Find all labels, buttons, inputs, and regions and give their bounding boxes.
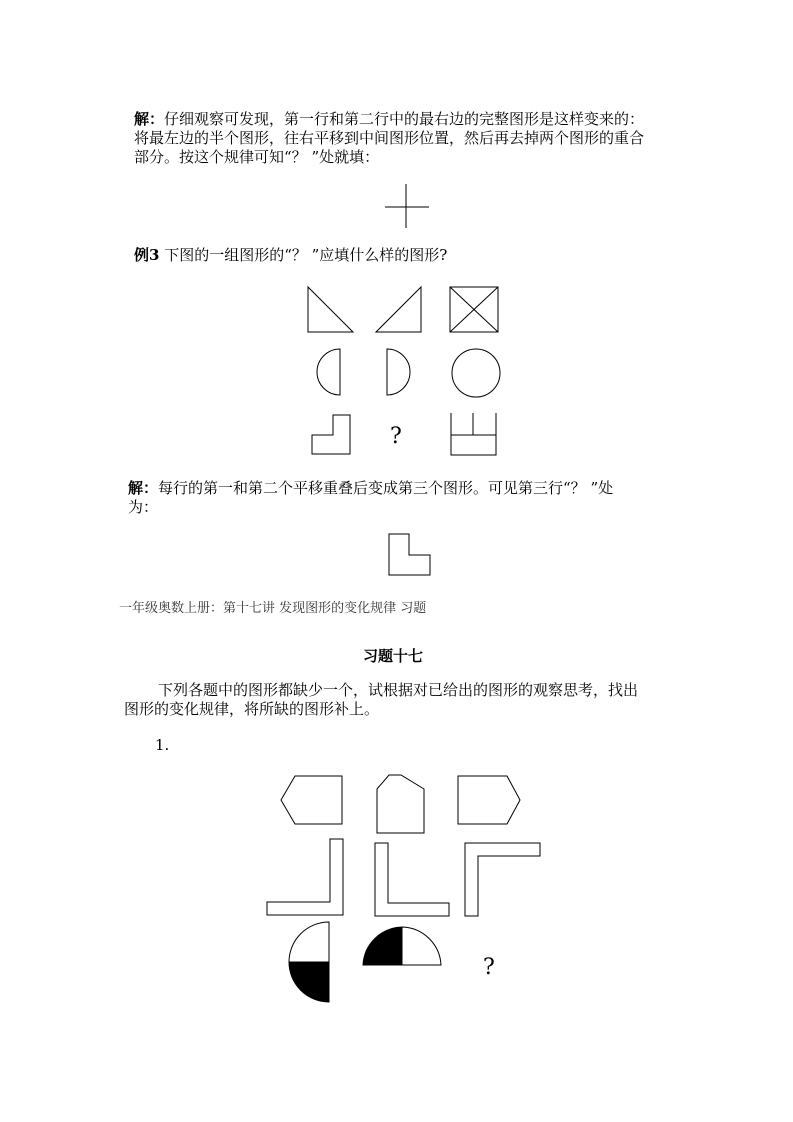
solution-1-line-2: 将最左边的半个图形，往右平移到中间图形位置，然后再去掉两个图形的重合 (134, 129, 645, 147)
lesson-caption: 一年级奥数上册：第十七讲 发现图形的变化规律 习题 (119, 601, 427, 616)
pentagon-point-up (377, 775, 424, 833)
quarter-circles-vertical (289, 922, 329, 1002)
solution-2 (128, 479, 688, 517)
square-with-x (450, 287, 498, 332)
example-3-label: 例3 (134, 246, 160, 264)
solution-1-label: 解： (134, 110, 165, 128)
triangle-left (308, 287, 353, 332)
answer-l-shape (388, 533, 433, 578)
half-circle-left (317, 349, 340, 395)
box-with-divider-shape (451, 413, 496, 455)
item-1-number: 1. (155, 736, 170, 754)
exercise-question-mark: ? (483, 955, 495, 980)
solution-2-label: 解： (128, 479, 159, 497)
exercise-intro (124, 681, 684, 719)
exercise-figure-grid (265, 772, 550, 1007)
solution-1-line-3: 部分。按这个规律可知“？ ”处就填： (134, 148, 380, 166)
l-bar-left (267, 839, 343, 915)
solution-1-line-1: 解：仔细观察可发现，第一行和第二行中的最右边的完整图形是这样变来的： (134, 110, 645, 128)
solution-2-line-1: 解：每行的第一和第二个平移重叠后变成第三个图形。可见第三行“？ ”处 (128, 479, 614, 497)
l-bar-right (375, 843, 449, 916)
exercise-intro-line-2: 图形的变化规律，将所缺的图形补上。 (124, 700, 380, 718)
solution-2-line-2: 为： (128, 498, 159, 516)
quarter-circles-horizontal (363, 927, 441, 965)
example-3-figure-grid (300, 282, 510, 462)
exercise-title: 习题十七 (363, 647, 424, 665)
example-3-text: 下图的一组图形的“？ ”应填什么样的图形? (159, 246, 448, 264)
exercise-intro-line-1: 下列各题中的图形都缺少一个，试根据对已给出的图形的观察思考，找出 (158, 681, 639, 699)
pentagon-point-left (281, 776, 342, 824)
example-3-question-mark: ? (390, 424, 402, 449)
half-circle-right (387, 349, 410, 395)
solution-1 (134, 110, 694, 167)
l-step-shape (312, 415, 350, 454)
example-3 (134, 246, 447, 265)
triangle-right (376, 287, 421, 332)
l-bar-top (465, 843, 540, 916)
cross-figure (384, 183, 430, 229)
full-circle (452, 349, 500, 397)
pentagon-point-right (458, 776, 520, 824)
